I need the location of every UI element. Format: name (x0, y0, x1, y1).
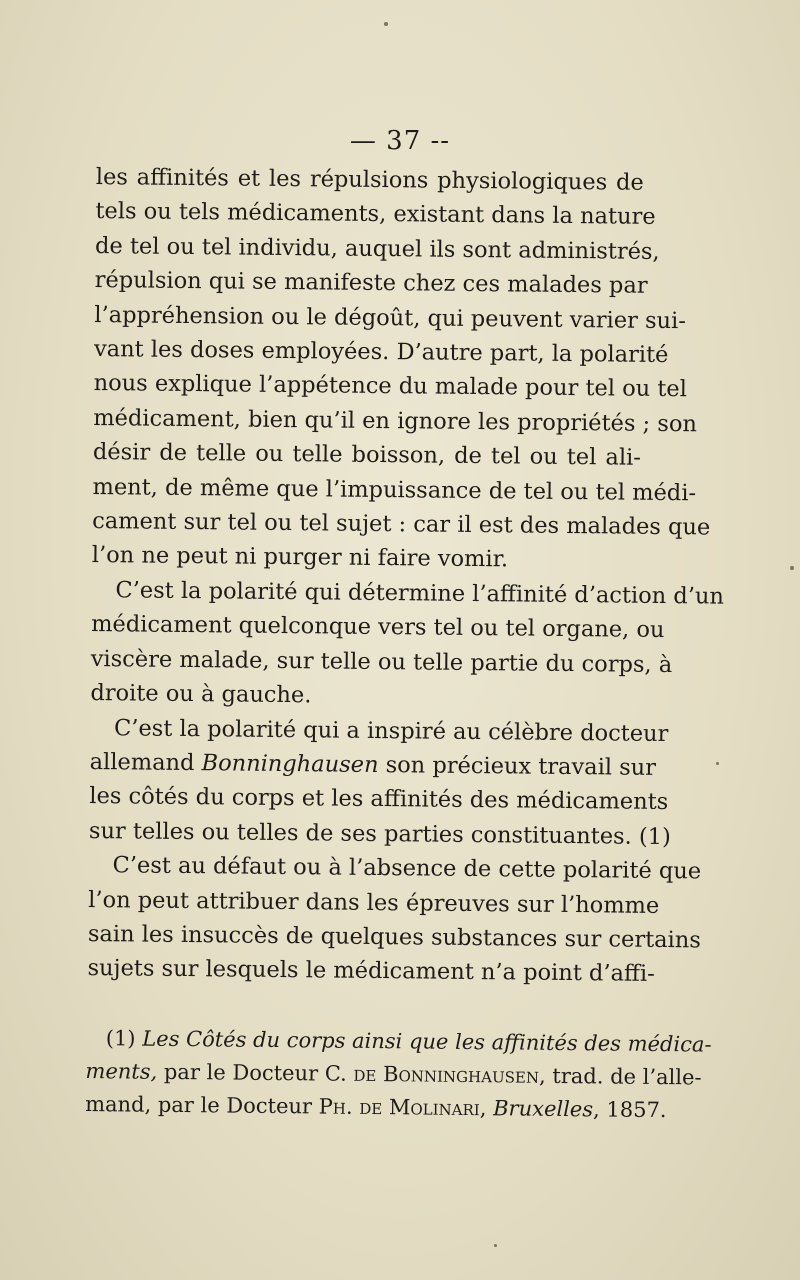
paper-speck (494, 1244, 497, 1247)
footnote-text: , trad. de l’alle- (538, 1063, 702, 1090)
text-line: les affinités et les répulsions physiologiques de (95, 163, 644, 196)
footnote-year: , 1857. (592, 1097, 667, 1123)
footnote-line (85, 1088, 667, 1127)
footnote-place: Bruxelles (493, 1096, 594, 1122)
text-line: l’appréhension ou le dégoût, qui peuvent varier sui- (94, 301, 687, 334)
paragraph (91, 160, 711, 579)
text-line: l’on peut attribuer dans les épreuves sur l’homme (88, 886, 660, 919)
text-line: désir de telle ou telle boisson, de tel ou tel ali- (92, 439, 642, 471)
paragraph (87, 848, 702, 991)
footnote-title-end: ments, (85, 1058, 158, 1084)
author-name: Bonninghausen (201, 750, 379, 778)
text-line: médicament quelconque vers tel ou tel organe, ou (91, 611, 665, 644)
paragraph (88, 710, 671, 853)
text-line: viscère malade, sur telle ou telle partie du corps, à (90, 645, 673, 678)
text-line: cament sur tel ou tel sujet : car il est des malades que (92, 508, 711, 541)
footnote-separator: , (479, 1096, 487, 1121)
text-line: sain les insuccès de quelques substances sur certains (87, 920, 701, 954)
footnote-author: Ph. de Molinari (318, 1094, 480, 1121)
text-line: ment, de même que l’impuissance de tel ou tel médi- (92, 473, 697, 506)
footnote-text: par le Docteur C. (163, 1059, 347, 1086)
body-text (87, 160, 725, 991)
text-line: C’est la polarité qui a inspiré au célèbre docteur (113, 714, 669, 747)
footnote-marker: (1) (105, 1026, 136, 1051)
text-line: les côtés du corps et les affinités des médicaments (89, 783, 669, 816)
paper-speck (384, 22, 388, 26)
paper-speck (790, 566, 794, 570)
text-line: nous explique l’appétence du malade pour tel ou tel (93, 370, 688, 403)
text-line: sur telles ou telles de ses parties constituantes. (1) (88, 817, 671, 850)
footnote (85, 1022, 712, 1127)
footnote-title: Les Côtés du corps ainsi que les affinités des médica- (142, 1026, 712, 1057)
text-line: vant les doses employées. D’autre part, la polarité (93, 336, 669, 369)
footnote-text: mand, par le Docteur (85, 1091, 313, 1119)
paragraph (90, 573, 725, 716)
text-line: sujets sur lesquels le médicament n’a point d’affi- (87, 955, 655, 988)
text-line: l’on ne peut ni purger ni faire vomir. (91, 542, 509, 573)
text-line: allemand Bonninghausen son précieux travail sur (89, 748, 657, 781)
text-line: répulsion qui se manifeste chez ces malades par (94, 267, 648, 300)
footnote-author: de Bonninghausen (353, 1061, 540, 1088)
paper-speck (716, 762, 719, 765)
text-line: de tel ou tel individu, auquel ils sont administrés, (94, 232, 660, 265)
text-line: droite ou à gauche. (90, 680, 312, 709)
text-line: médicament, bien qu’il en ignore les propriétés ; son (93, 404, 698, 438)
text-line: C’est au défaut ou à l’absence de cette polarité que (112, 852, 702, 885)
text-line: C’est la polarité qui détermine l’affinité d’action d’un (115, 577, 725, 610)
page-number: — 37 -- (349, 126, 451, 156)
text-line: tels ou tels médicaments, existant dans la nature (95, 198, 656, 231)
